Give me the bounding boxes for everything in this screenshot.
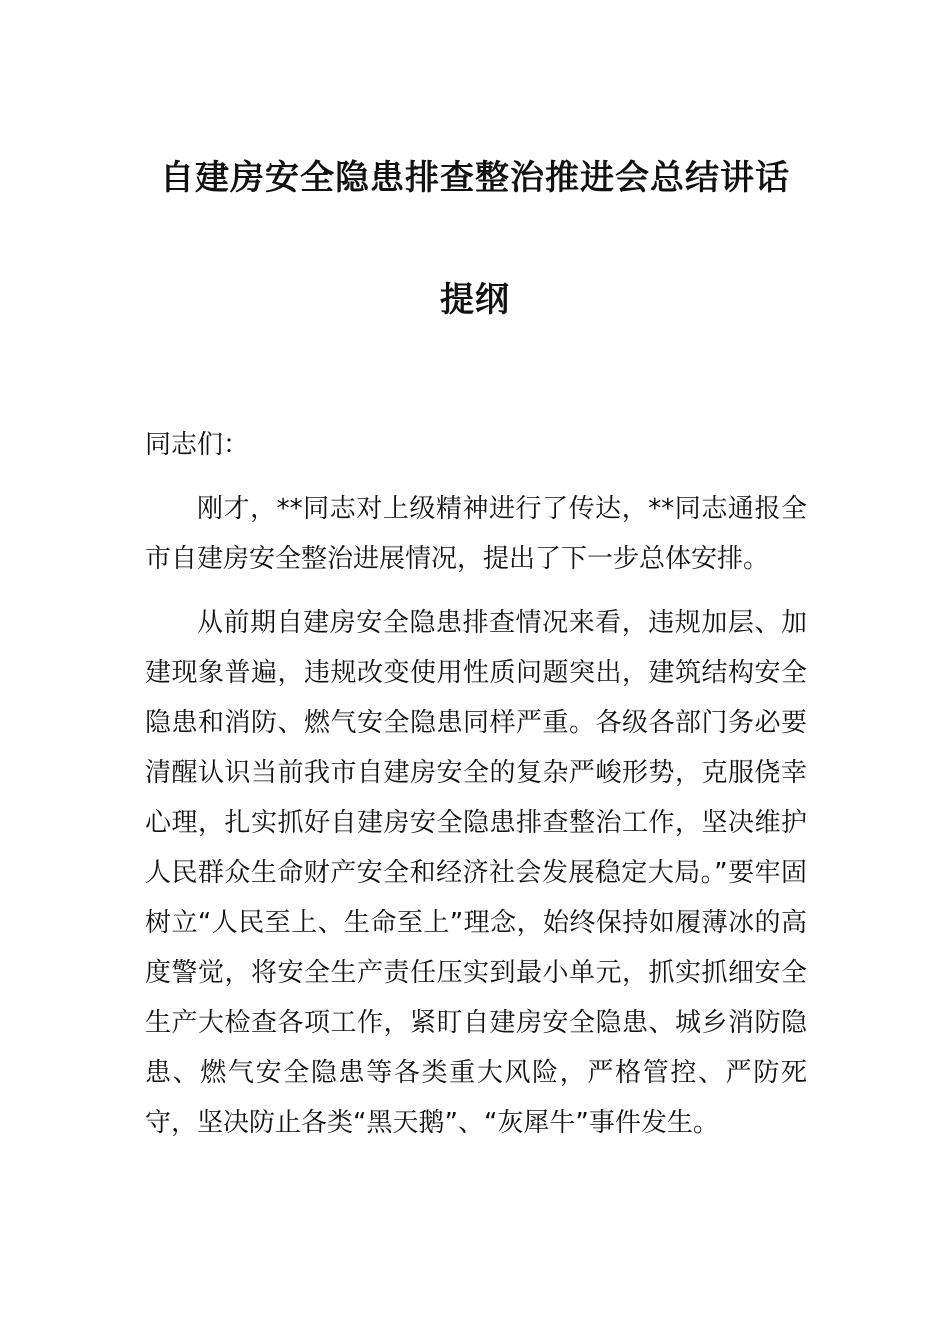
paragraph-1: 刚才，**同志对上级精神进行了传达，**同志通报全市自建房安全整治进展情况，提出了下一步总体安排。 [145,494,807,574]
salutation: 同志们： [145,430,250,460]
paragraph-2: 从前期自建房安全隐患排查情况来看，违规加层、加建现象普遍，违规改变使用性质问题突出，建筑结构安全隐患和消防、燃气安全隐患同样严重。各级各部门务必要清醒认识当前我市自建房安全的复杂严峻形势，克服侥幸心理，扎实抓好自建房安全隐患排查整治工作，坚决维护人民群众生命财产安全和经济社会发展稳定大局。”要牢固树立“人民至上、生命至上”理念，始终保持如履薄冰的高度警觉，将安全生产责任压实到最小单元，抓实抓细安全生产大检查各项工作，紧盯自建房安全隐患、城乡消防隐患、燃气安全隐患等各类重大风险，严格管控、严防死守，坚决防止各类“黑天鹅”、“灰犀牛”事件发生。 [145,608,807,1138]
document-body [145,420,807,1162]
document-title-line-1: 自建房安全隐患排查整治推进会总结讲话 [160,158,790,198]
document-title-line-2: 提纲 [440,280,510,320]
